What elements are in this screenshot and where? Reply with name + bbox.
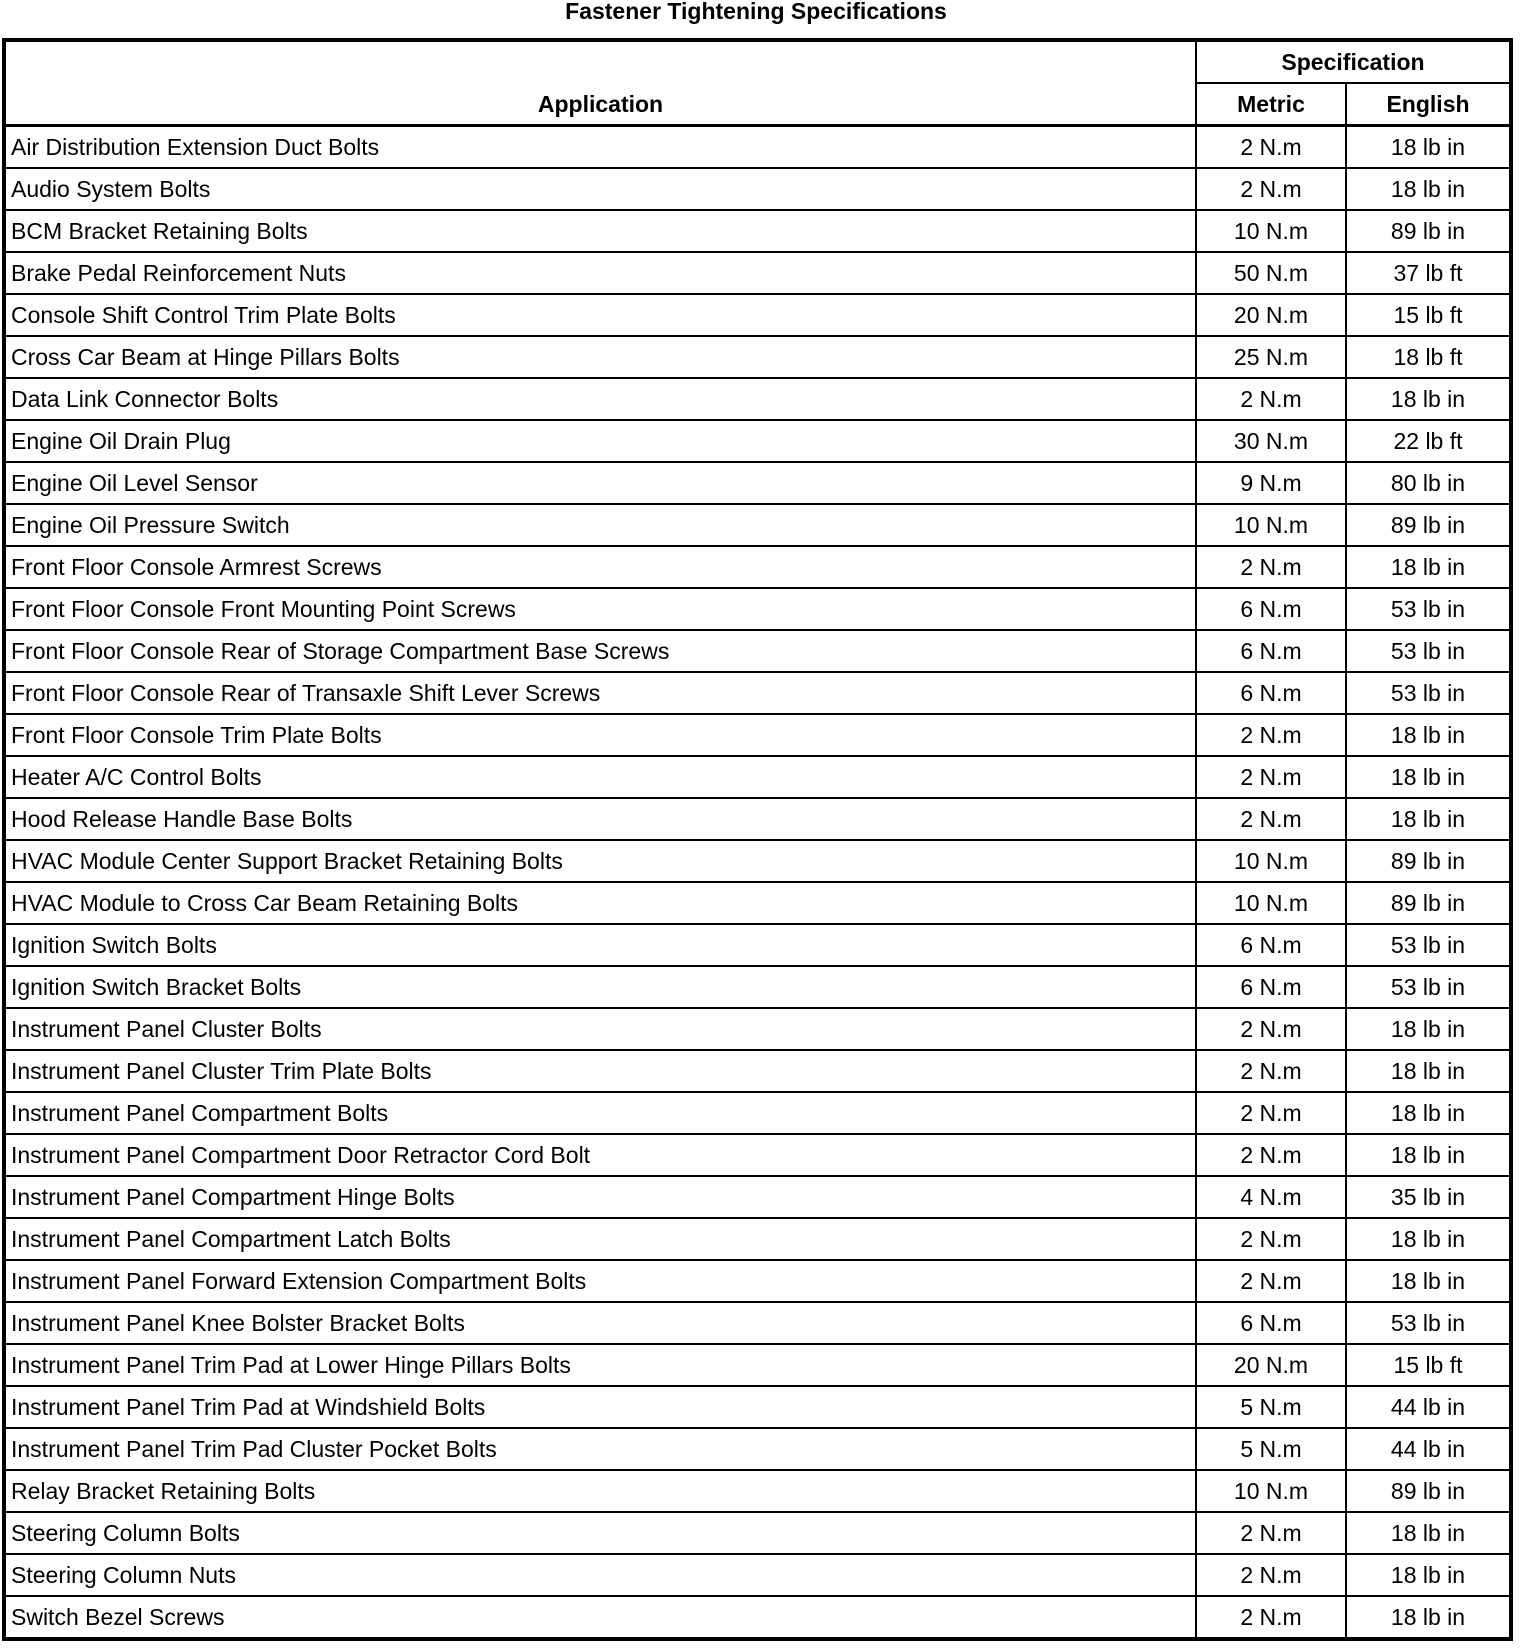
cell-metric: 6 N.m [1196, 672, 1346, 714]
cell-application: Data Link Connector Bolts [4, 378, 1196, 420]
cell-english: 53 lb in [1346, 672, 1511, 714]
cell-metric: 6 N.m [1196, 630, 1346, 672]
cell-application: Front Floor Console Rear of Storage Compartment Base Screws [4, 630, 1196, 672]
cell-english: 53 lb in [1346, 966, 1511, 1008]
cell-english: 15 lb ft [1346, 1344, 1511, 1386]
table-row [4, 168, 1511, 210]
table-row [4, 252, 1511, 294]
cell-application: Console Shift Control Trim Plate Bolts [4, 294, 1196, 336]
table-row [4, 588, 1511, 630]
cell-english: 18 lb in [1346, 756, 1511, 798]
cell-application: Steering Column Bolts [4, 1512, 1196, 1554]
header-metric: Metric [1196, 83, 1346, 126]
cell-english: 18 lb in [1346, 1050, 1511, 1092]
cell-english: 18 lb in [1346, 1554, 1511, 1596]
cell-application: Front Floor Console Armrest Screws [4, 546, 1196, 588]
cell-metric: 6 N.m [1196, 924, 1346, 966]
cell-application: Instrument Panel Compartment Latch Bolts [4, 1218, 1196, 1260]
page-title: Fastener Tightening Specifications [565, 0, 947, 24]
cell-metric: 2 N.m [1196, 714, 1346, 756]
header-specification: Specification [1196, 40, 1511, 83]
table-row [4, 420, 1511, 462]
cell-english: 18 lb in [1346, 1092, 1511, 1134]
cell-english: 89 lb in [1346, 210, 1511, 252]
table-row [4, 1134, 1511, 1176]
table-row [4, 1218, 1511, 1260]
cell-metric: 2 N.m [1196, 1050, 1346, 1092]
cell-application: Instrument Panel Forward Extension Compartment Bolts [4, 1260, 1196, 1302]
cell-metric: 2 N.m [1196, 1512, 1346, 1554]
cell-metric: 6 N.m [1196, 588, 1346, 630]
cell-metric: 2 N.m [1196, 756, 1346, 798]
cell-english: 35 lb in [1346, 1176, 1511, 1218]
table-row [4, 798, 1511, 840]
cell-english: 18 lb in [1346, 1512, 1511, 1554]
cell-application: Engine Oil Level Sensor [4, 462, 1196, 504]
cell-application: Brake Pedal Reinforcement Nuts [4, 252, 1196, 294]
table-row [4, 966, 1511, 1008]
cell-application: Hood Release Handle Base Bolts [4, 798, 1196, 840]
cell-application: Engine Oil Drain Plug [4, 420, 1196, 462]
cell-english: 18 lb in [1346, 798, 1511, 840]
cell-metric: 2 N.m [1196, 1554, 1346, 1596]
table-row [4, 1050, 1511, 1092]
cell-metric: 5 N.m [1196, 1386, 1346, 1428]
cell-application: Switch Bezel Screws [4, 1596, 1196, 1639]
cell-application: Instrument Panel Compartment Door Retractor Cord Bolt [4, 1134, 1196, 1176]
cell-application: Ignition Switch Bracket Bolts [4, 966, 1196, 1008]
cell-application: Instrument Panel Knee Bolster Bracket Bolts [4, 1302, 1196, 1344]
cell-metric: 2 N.m [1196, 1008, 1346, 1050]
cell-metric: 2 N.m [1196, 1134, 1346, 1176]
cell-metric: 2 N.m [1196, 168, 1346, 210]
table-row [4, 840, 1511, 882]
cell-metric: 2 N.m [1196, 546, 1346, 588]
cell-application: Steering Column Nuts [4, 1554, 1196, 1596]
cell-english: 53 lb in [1346, 588, 1511, 630]
cell-application: Engine Oil Pressure Switch [4, 504, 1196, 546]
table-row [4, 672, 1511, 714]
cell-application: Instrument Panel Trim Pad at Lower Hinge Pillars Bolts [4, 1344, 1196, 1386]
table-row [4, 210, 1511, 252]
table-row [4, 1596, 1511, 1639]
spec-table [2, 38, 1513, 1641]
cell-english: 18 lb in [1346, 714, 1511, 756]
cell-english: 18 lb in [1346, 126, 1511, 169]
cell-metric: 2 N.m [1196, 1218, 1346, 1260]
table-row [4, 882, 1511, 924]
cell-english: 18 lb in [1346, 1218, 1511, 1260]
table-row [4, 1428, 1511, 1470]
cell-english: 18 lb in [1346, 1596, 1511, 1639]
cell-english: 53 lb in [1346, 924, 1511, 966]
cell-english: 53 lb in [1346, 630, 1511, 672]
cell-metric: 6 N.m [1196, 966, 1346, 1008]
cell-application: Instrument Panel Compartment Hinge Bolts [4, 1176, 1196, 1218]
cell-application: Heater A/C Control Bolts [4, 756, 1196, 798]
cell-metric: 25 N.m [1196, 336, 1346, 378]
table-row [4, 294, 1511, 336]
cell-english: 18 lb in [1346, 1134, 1511, 1176]
table-row [4, 1470, 1511, 1512]
cell-metric: 50 N.m [1196, 252, 1346, 294]
cell-metric: 2 N.m [1196, 1596, 1346, 1639]
cell-application: Front Floor Console Trim Plate Bolts [4, 714, 1196, 756]
cell-english: 89 lb in [1346, 840, 1511, 882]
cell-english: 89 lb in [1346, 1470, 1511, 1512]
cell-english: 18 lb ft [1346, 336, 1511, 378]
table-row [4, 126, 1511, 169]
cell-metric: 9 N.m [1196, 462, 1346, 504]
table-row [4, 1386, 1511, 1428]
cell-application: HVAC Module Center Support Bracket Retaining Bolts [4, 840, 1196, 882]
cell-application: Instrument Panel Cluster Trim Plate Bolts [4, 1050, 1196, 1092]
cell-application: Instrument Panel Trim Pad at Windshield Bolts [4, 1386, 1196, 1428]
table-row [4, 714, 1511, 756]
table-row [4, 630, 1511, 672]
cell-metric: 10 N.m [1196, 1470, 1346, 1512]
cell-english: 18 lb in [1346, 546, 1511, 588]
cell-english: 80 lb in [1346, 462, 1511, 504]
table-header [4, 40, 1511, 126]
cell-metric: 6 N.m [1196, 1302, 1346, 1344]
cell-english: 44 lb in [1346, 1428, 1511, 1470]
cell-application: Audio System Bolts [4, 168, 1196, 210]
cell-application: Instrument Panel Compartment Bolts [4, 1092, 1196, 1134]
table-row [4, 336, 1511, 378]
table-row [4, 546, 1511, 588]
cell-english: 89 lb in [1346, 882, 1511, 924]
table-row [4, 378, 1511, 420]
cell-english: 44 lb in [1346, 1386, 1511, 1428]
table-row [4, 756, 1511, 798]
table-row [4, 1554, 1511, 1596]
table-row [4, 1092, 1511, 1134]
table-row [4, 504, 1511, 546]
table-row [4, 1260, 1511, 1302]
cell-english: 53 lb in [1346, 1302, 1511, 1344]
table-row [4, 1344, 1511, 1386]
cell-metric: 2 N.m [1196, 126, 1346, 169]
cell-application: Relay Bracket Retaining Bolts [4, 1470, 1196, 1512]
table-row [4, 1008, 1511, 1050]
cell-application: Ignition Switch Bolts [4, 924, 1196, 966]
table-body [4, 126, 1511, 1640]
cell-metric: 10 N.m [1196, 882, 1346, 924]
cell-english: 18 lb in [1346, 378, 1511, 420]
cell-metric: 2 N.m [1196, 1092, 1346, 1134]
table-row [4, 462, 1511, 504]
cell-metric: 2 N.m [1196, 378, 1346, 420]
cell-metric: 20 N.m [1196, 1344, 1346, 1386]
cell-application: HVAC Module to Cross Car Beam Retaining Bolts [4, 882, 1196, 924]
cell-english: 15 lb ft [1346, 294, 1511, 336]
cell-english: 22 lb ft [1346, 420, 1511, 462]
cell-application: Front Floor Console Rear of Transaxle Shift Lever Screws [4, 672, 1196, 714]
cell-application: Instrument Panel Cluster Bolts [4, 1008, 1196, 1050]
header-english: English [1346, 83, 1511, 126]
cell-english: 89 lb in [1346, 504, 1511, 546]
cell-application: BCM Bracket Retaining Bolts [4, 210, 1196, 252]
cell-english: 18 lb in [1346, 168, 1511, 210]
table-row [4, 1512, 1511, 1554]
cell-english: 37 lb ft [1346, 252, 1511, 294]
cell-metric: 5 N.m [1196, 1428, 1346, 1470]
table-row [4, 1176, 1511, 1218]
cell-english: 18 lb in [1346, 1008, 1511, 1050]
cell-english: 18 lb in [1346, 1260, 1511, 1302]
table-row [4, 924, 1511, 966]
cell-application: Air Distribution Extension Duct Bolts [4, 126, 1196, 169]
header-application: Application [4, 40, 1196, 126]
table-row [4, 1302, 1511, 1344]
cell-application: Front Floor Console Front Mounting Point Screws [4, 588, 1196, 630]
cell-application: Instrument Panel Trim Pad Cluster Pocket Bolts [4, 1428, 1196, 1470]
cell-metric: 10 N.m [1196, 840, 1346, 882]
cell-metric: 10 N.m [1196, 504, 1346, 546]
cell-metric: 30 N.m [1196, 420, 1346, 462]
cell-metric: 4 N.m [1196, 1176, 1346, 1218]
cell-metric: 2 N.m [1196, 1260, 1346, 1302]
cell-metric: 2 N.m [1196, 798, 1346, 840]
cell-metric: 20 N.m [1196, 294, 1346, 336]
cell-metric: 10 N.m [1196, 210, 1346, 252]
cell-application: Cross Car Beam at Hinge Pillars Bolts [4, 336, 1196, 378]
